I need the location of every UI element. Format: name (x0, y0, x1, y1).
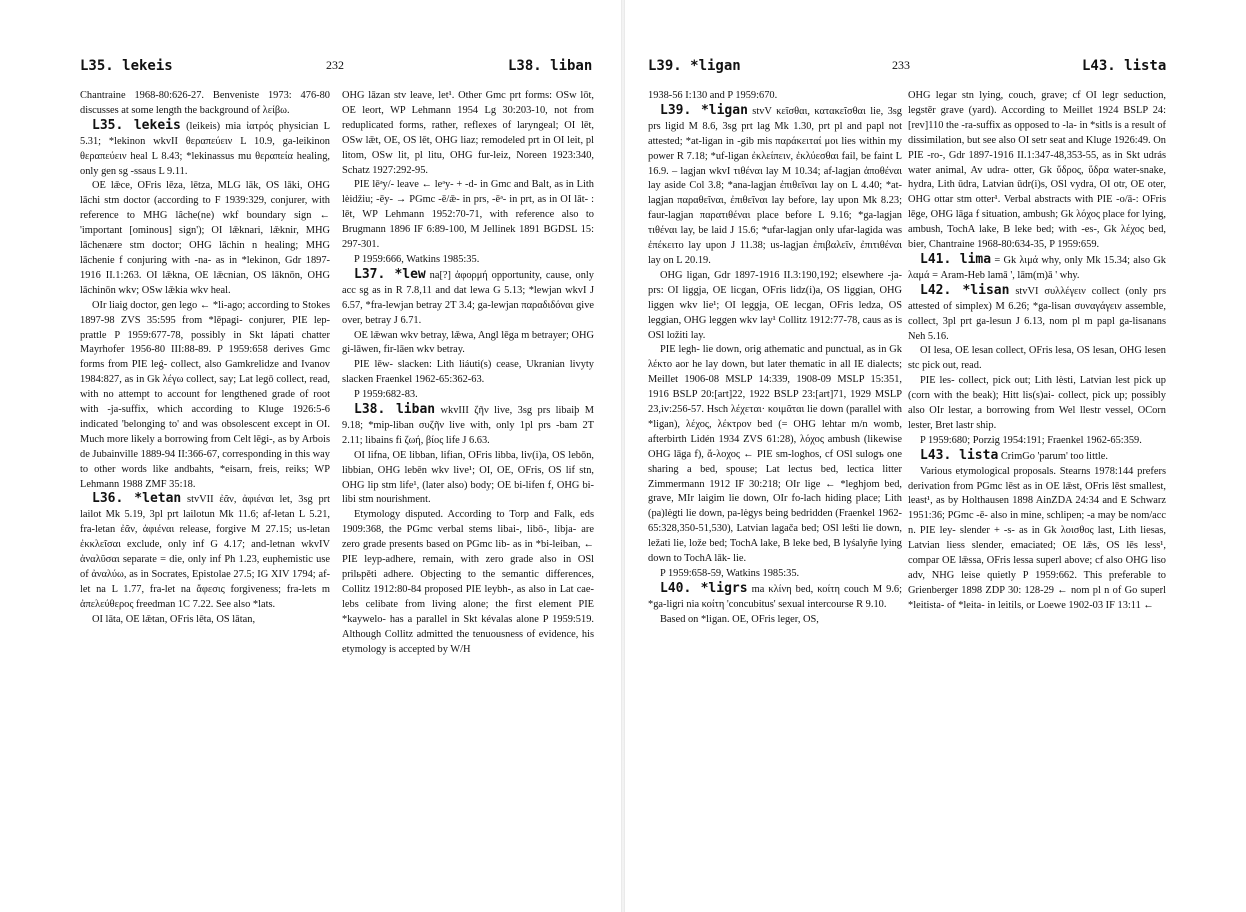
left-running-head-right: L38. liban (508, 58, 593, 74)
paragraph-text: CrimGo 'parum' too little. (998, 450, 1108, 462)
entry-headword: L39. *ligan (660, 102, 748, 118)
entry-paragraph (648, 104, 902, 269)
right-running-head-right: L43. lista (1082, 58, 1167, 74)
paragraph-text: PIE lēᵊy/- leave ← leᵊy- + -d- in Gmc and Balt, as in Lith lèidžiu; -ēy- → PGmc -ē/ǣ- in prs, -ēᵊ- in prt, as in OI lāt- : lēt, WP Lehmann 1952:70-71, with reference also to Brugmann 1896 IF 6:89-100, M Jellinek 1891 BGDSL 15: 297-301. (342, 179, 594, 251)
paragraph-text: P 1959:680; Porzig 1954:191; Fraenkel 1962-65:359. (920, 434, 1142, 446)
paragraph-text: (leikeis) mia ἰατρός physician L 5.31; *lekinon wkvII θεραπεύειν L 10.9, ga-leikinon θεραπεύειν heal L 8.43; *lekinassus mu θεραπεία healing, only gen sg -ssaus L 9.11. (80, 120, 330, 177)
paragraph-text: Various etymological proposals. Stearns 1978:144 prefers derivation from PGmc lēst as in OE lǣst, OFris lēst smallest, least¹, as by Holthausen 1898 AinZDA 24:34 and E Schwarz 1951:36; PGmc -ē- also in mine, schlipen; -a may be nom/acc n. PIE ley- slender + -s- as in Gk λοισθος last, Lith liesas, Latvian liess slender, emaciated; OE lǣs, OS lēs less¹, compar OE lǣssa, OFris lessa superl above; cf also OHG liso adv, NHG leise quietly P 1959:662. This preferable to Grienberger 1898 ZDP 30: 128-29 ← nom pl n of Go superl *leitista- of *leita- in leitils, or Loewe 1902-03 IF 13:11 ← (908, 465, 1166, 611)
entry-headword: L43. lista (920, 447, 999, 463)
paragraph-text: Based on *ligan. OE, OFris leger, OS, (660, 613, 819, 625)
left-running-head-left: L35. lekeis (80, 58, 173, 74)
paragraph-text: P 1959:658-59, Watkins 1985:35. (660, 568, 800, 579)
body-paragraph (648, 89, 902, 104)
body-paragraph (648, 567, 902, 582)
paragraph-text: OHG lāzan stv leave, let¹. Other Gmc prt forms: OSw lōt, OE leort, WP Lehmann 1954 Lg 30:203-10, not from reduplicated forms, rather, reflexes of laryngeal; OI lēt, OSw lǣt, OE, OS lēt, OHG liaz; remodeled prt in OI leit, pl litom, OSw lit, pl litu, OHG fur-leiz, Noreen 1923:340, Schatz 1927:292-95. (342, 90, 594, 176)
paragraph-text: OHG ligan, Gdr 1897-1916 II.3:190,192; elsewhere -ja-prs: OI liggja, OE licgan, OFris lidz(i)a, OS liggian, OHG liggen wkv lie¹; OI leggja, OE lecgan, OFris ledza, OS leggian, OHG leggen wkv lay¹ Collitz 1912:77-78, caus as is OSl ložiti lay. (648, 269, 902, 341)
paragraph-text: PIE lēw- slacken: Lith liáuti(s) cease, Ukranian livyty slacken Fraenkel 1962-65:362-63. (342, 359, 594, 386)
body-paragraph (80, 613, 330, 628)
body-paragraph (342, 89, 594, 178)
paragraph-text: na[?] ἀφορμή opportunity, cause, only acc sg as in R 7.8,11 and dat lewa G 5.13; *lewjan wkvI J 6.57, *fra-lewjan betray 2T 3.4; ga-lewjan παραδιδόναι give over, betray J 6.71. (342, 269, 594, 326)
entry-headword: L35. lekeis (92, 117, 181, 133)
body-paragraph (342, 253, 594, 268)
left-column-2 (342, 89, 594, 889)
entry-paragraph (80, 119, 330, 180)
left-page (0, 0, 620, 912)
entry-headword: L40. *ligrs (660, 580, 748, 596)
paragraph-text: wkvIII ζῆν live, 3sg prs libaiþ M 9.18; *mip-liban συζῆν live with, only 1pl prs -bam 2T 2.11; libains fi ζωή, βίος life J 6.63. (342, 405, 594, 446)
right-column-1 (648, 89, 902, 889)
body-paragraph (648, 613, 902, 628)
entry-paragraph (908, 449, 1166, 465)
entry-headword: L42. *lisan (920, 282, 1010, 298)
entry-paragraph (342, 268, 594, 329)
entry-paragraph (342, 403, 594, 449)
left-column-1 (80, 89, 330, 889)
paragraph-text: Etymology disputed. According to Torp and Falk, eds 1909:368, the PGmc verbal stems libai-, libō-, libja- are zero grade presents based on PGmc lib- as in *bi-leiban, ← PIE leyp-adhere, remain, with zero grade also in OSl prilьpěti adhere. Objecting to the semantic differences, Collitz 1912:80-84 proposed PIE leybh-, as also in Lat cae-lebs celibate from living alone; the first element PIE *kaywelo- has a parallel in Skt kévalas alone P 1959:519. Although Collitz admitted the tenuousness of evidence, his etymology is accepted by W/H (342, 509, 594, 655)
body-paragraph (342, 508, 594, 657)
entry-headword: L36. *letan (92, 491, 182, 507)
paragraph-text: OI lifna, OE libban, lifian, OFris libba, liv(i)a, OS lebōn, libbian, OHG lebēn wkv live¹; OI, OE, OFris, OS lif stn, OHG lip stm life¹, (later also) body; OE bi-lifen f, OHG bi-libi stm nourishment. (342, 449, 594, 506)
body-paragraph (648, 269, 902, 344)
right-column-2 (908, 89, 1166, 889)
body-paragraph (908, 465, 1166, 614)
body-paragraph (342, 178, 594, 253)
paragraph-text: stvV κεῖσθαι, κατακεῖσθαι lie, 3sg prs ligid M 8.6, 3sg prt lag Mk 1.30, prt pl and papl not attested; *at-ligan in -gib mis παράκειταί μοι lies within my power R 7.18; *uf-ligan ἐκλείπειν, ἐκλύεσθαι fail, be faint L 16.9. – lagjan wkvI τιθέναι lay M 10.34; af-lagjan ἀποθέναι lay aside Col 3.8; *ana-lagjan ἐπιθεῖναι lay on L 4.40; *at-lagjan παραθεῖναι, ἐπιθεῖναι lay before, lay upon Mk 8.23; faur-lagjan παρατιθέναι place before L 9.16; *ga-lagjan τιθέναι lay, be laid J 15.6; *ufar-lagjan only ufar-lagida was ἐπέκειτο lay upon J 11.38; us-lagjan ἐπιβαλεῖν, ἐπιτιθέναι lay on L 20.19. (648, 105, 902, 266)
body-paragraph (80, 89, 330, 119)
paragraph-text: ma κλίνη bed, κοίτη couch M 9.6; *ga-ligri nia κοίτη 'concubitus' sexual intercourse R 9.10. (648, 583, 902, 610)
paragraph-text: OE lǣce, OFris lēza, lētza, MLG lāk, OS lāki, OHG lāchi stm doctor (according to F 1939:329, conjurer, with reference to MHG lâche(ne) wkf boundary sign ← 'important [ominous] sign'); OI lǣknari, lǣknir, MHG lāchenære stm doctor; OHG lāchin n healing; MHG lāchenie f conjuring with -na- as in *lekinon, Gdr 1897-1916 II.1:263. OI lǣkna, OE lǣcnian, OS lāknōn, OHG lāchinōn wkv; OSw lǣkia wkv heal. (80, 180, 330, 296)
body-paragraph (342, 358, 594, 388)
body-paragraph (908, 344, 1166, 374)
paragraph-text: stvVII ἐᾶν, ἀφιέναι let, 3sg prt lailot Mk 5.19, 3pl prt lailotun Mk 11.6; af-letan L 5.21, fra-letan ἐᾶν, ἀφιέναι release, forgive M 27.15; us-letan ἐκκλεῖσαι exclude, only inf G 4.17; and-letnan wkvIV ἀναλῦσαι separate = die, only inf Ph 1.23, euphemistic use of ἀναλύω, as in Socrates, Epistolae 27.5; IG XIV 1794; af-let na L 1.77, fra-let na ἄφεσις forgiveness; fra-lets m ἀπελεύθερος freedman 1C 7.22. See also *lats. (80, 494, 330, 610)
right-page (626, 0, 1246, 912)
paragraph-text: PIE les- collect, pick out; Lith lèsti, Latvian lest pick up (corn with the beak); Hitt lis(s)ai- collect, pick up; possibly also OIr lestar, a borrowing from Wel llestr vessel, OCorn lester, Bret lastr ship. (908, 375, 1166, 431)
body-paragraph (342, 449, 594, 509)
right-page-number: 233 (892, 58, 910, 72)
paragraph-text: = Gk λιμά why, only Mk 15.34; also Gk λαμά = Aram-Heb lamā ', lām(m)ā ' why. (908, 254, 1166, 281)
left-page-number: 232 (326, 58, 344, 72)
body-paragraph (648, 343, 902, 567)
body-paragraph (80, 299, 330, 493)
paragraph-text: OHG legar stn lying, couch, grave; cf OI legr seduction, legstēr grave (yard). According to Meillet 1924 BSLP 24:[rev]110 the -ra-suffix as opposed to -la- in *sitls is a result of dissimilation, but see also OI setr seat and Kluge 1926:49. On PIE -ro-, Gdr 1897-1916 II.1:347-48,353-55, as in Skt udrás water animal, Av udra- otter, Gk ὕδρος, ὕδρα water-snake, hydra, Lith ūdra, Latvian ūdr(i)s, OSl vydra, OI otr, OE oter, OHG ottar stm otter¹. Verbal abstracts with PIE -o/ā-: OFris lēge, OHG lāga f situation, ambush; Gk λόχος place for lying, ambush, TochA lake, B leke bed; with -es-, Gk λέχος bed, bier, Chantraine 1968-80:634-35, P 1959:659. (908, 90, 1166, 251)
entry-headword: L38. liban (354, 402, 436, 418)
entry-headword: L41. lima (920, 251, 992, 267)
body-paragraph (80, 179, 330, 298)
body-paragraph (908, 434, 1166, 449)
paragraph-text: Chantraine 1968-80:626-27. Benveniste 1973: 476-80 discusses at some length the background of λείβω. (80, 90, 330, 116)
body-paragraph (908, 374, 1166, 434)
paragraph-text: OE lǣwan wkv betray, lǣwa, Angl lēga m betrayer; OHG gi-lāwen, fir-lāen wkv betray. (342, 329, 594, 356)
paragraph-text: OIr liaig doctor, gen lego ← *li-ago; according to Stokes 1897-98 ZVS 35:595 from *lēpagi- conjurer, PIE lep- prattle P 1959:677-78, possibly in Skt lápati chatter Mayrhofer 1956-80 III:88-89. P 1959:658 derives Gmc forms from PIE leǵ- collect, also Gamkrelidze and Ivanov 1984:827, as in Gk λέγω collect, say; Lat legō collect, read, with no attempt to account for lengthened grade of root with -ja-suffix, which according to Kluge 1926:5-6 indicated 'belonging to' and was obsolescent except in OI. Much more likely a borrowing from Celt lēgi-, as by Arbois de Jubainville 1889-94 II:366-67, corresponding in this way to other words like andbahts, *eisarn, freis, reiks; WP Lehmann 1988 ZMF 35:18. (80, 299, 330, 490)
entry-paragraph (908, 284, 1166, 345)
paragraph-text: P 1959:682-83. (354, 389, 418, 401)
body-paragraph (908, 89, 1166, 253)
paragraph-text: stvVI συλλέγειν collect (only prs attested of simplex) M 6.26; *ga-lisan συναγάγειν assemble, collect, 3pl prt ga-lesun J 6.13, nom pl m papl ga-lisanans Neh 5.16. (908, 285, 1166, 342)
entry-headword: L37. *lew (354, 266, 426, 282)
paragraph-text: OI lesa, OE lesan collect, OFris lesa, OS lesan, OHG lesen stc pick out, read. (908, 345, 1166, 372)
paragraph-text: P 1959:666, Watkins 1985:35. (354, 253, 480, 265)
entry-paragraph (908, 253, 1166, 284)
binding-gutter (621, 0, 625, 912)
entry-paragraph (80, 492, 330, 612)
body-paragraph (342, 388, 594, 403)
paragraph-text: PIE legh- lie down, orig athematic and punctual, as in Gk λέκτο aor he lay down, but later thematic in all IE dialects; Meillet 1906-08 MSLP 14:339, 1908-09 MSLP 15:351, 1916 BSLP 20:[art]22, 1922 BSLP 23:[art]71, 1929 MSLP 23,iv:256-57. Hsch λέχεται· κοιμᾶται lie down (parallel with *ligan), λέχος, λέκτρον bed (= OHG lehtar m/n womb, afterbirth Lidén 1934 ZVS 61:28), λόχος ambush (likewise OHG lāga f), ἄ-λοχος ← PIE sm-loghos, cf OSl sulogъ one sharing a bed, spouse; Lat lectus bed, lectica litter Zimmermann 1912 IF 30:218; OIr lige ← *leghjom bed, grave, MIr laigim lie down, OIr fo-lach hiding place; Lith (pa)lėgti lie down, pa-lėgys being bedridden (Fraenkel 1962-65:328,350-51,530), Latvian lagača bed; OSl lešti lie down, ležati lie, lože bed; TochA lake, B leke bed, B lyśalyñe lying down to TochA lāk- lie. (648, 344, 902, 565)
paragraph-text: OI lāta, OE lǣtan, OFris lēta, OS lātan, (92, 613, 256, 625)
paragraph-text: 1938-56 I:130 and P 1959:670. (648, 90, 778, 101)
right-running-head-left: L39. *ligan (648, 58, 741, 74)
entry-paragraph (648, 582, 902, 613)
body-paragraph (342, 329, 594, 359)
